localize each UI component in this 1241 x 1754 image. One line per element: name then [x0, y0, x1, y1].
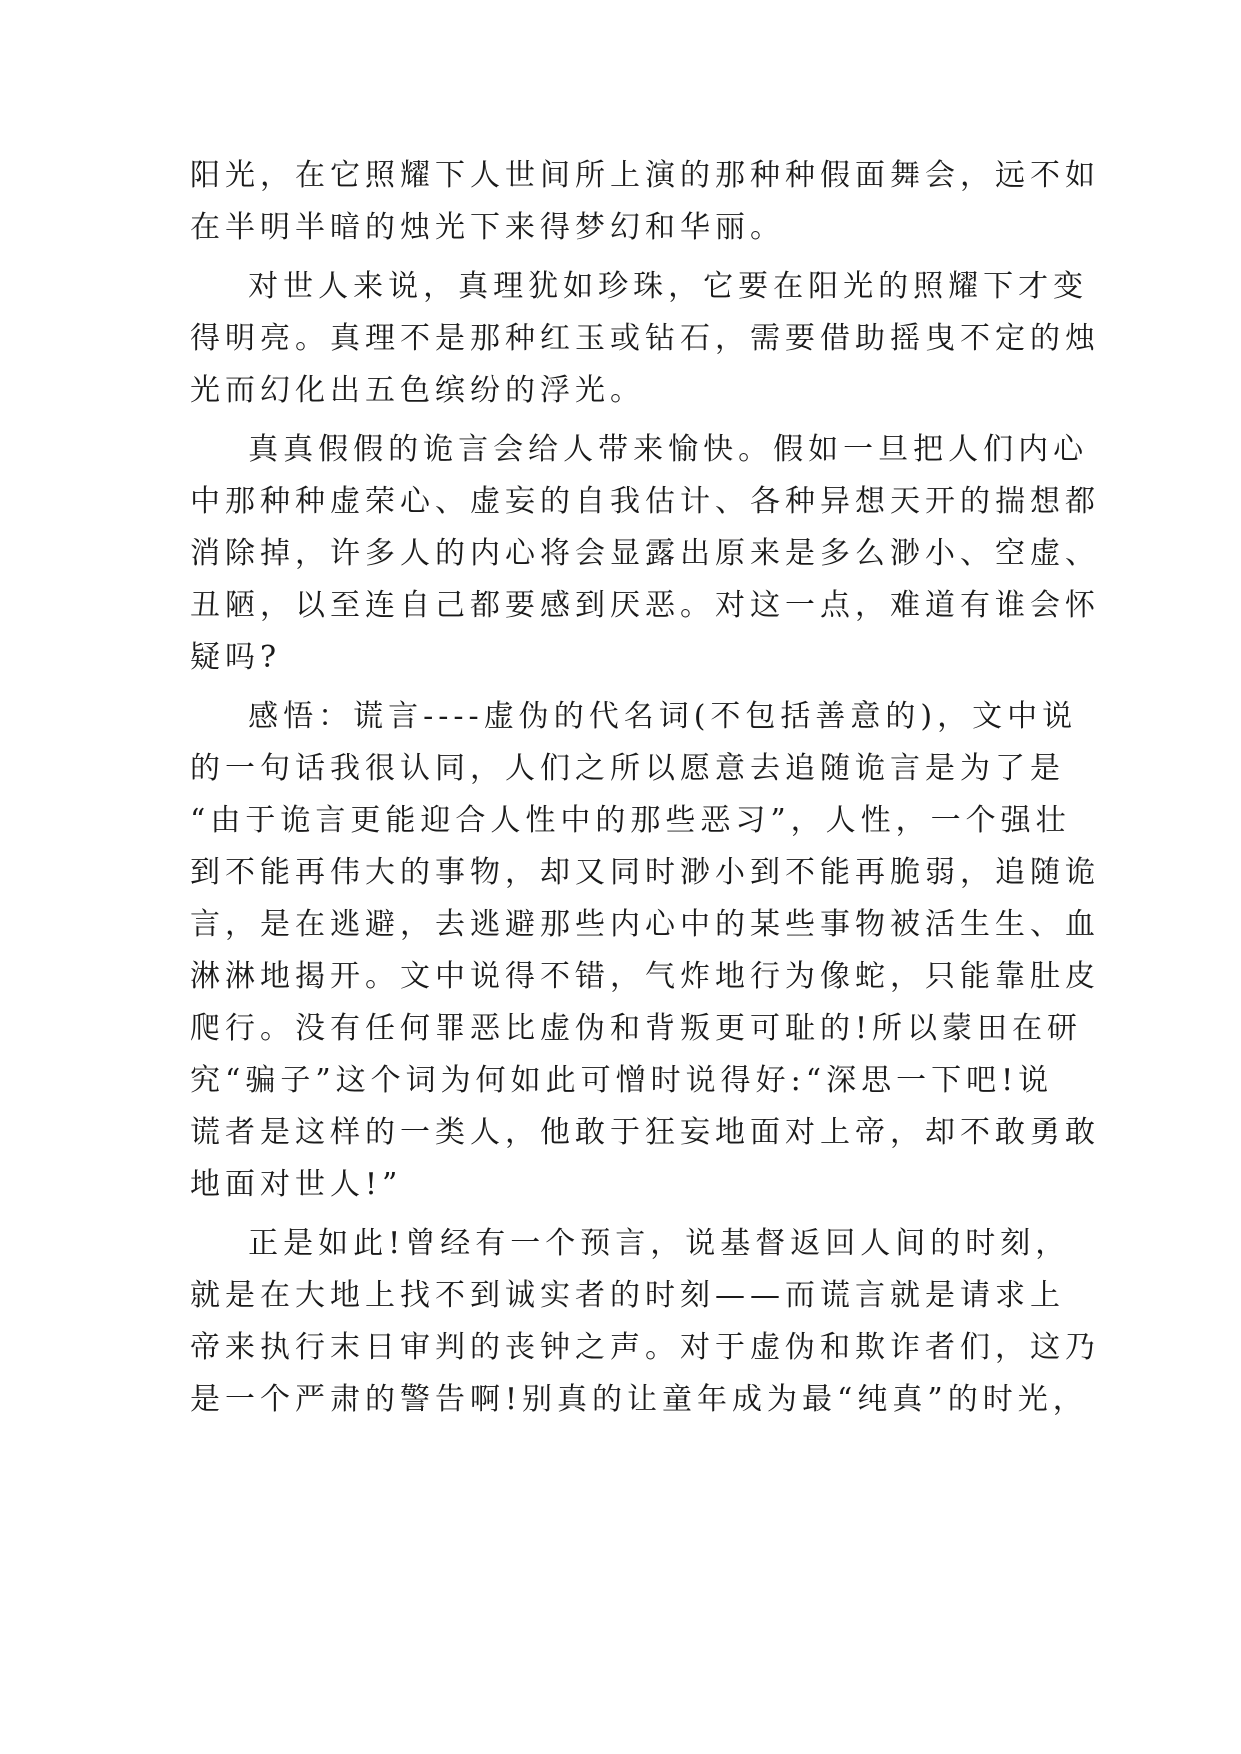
- text-line: 的一句话我很认同，人们之所以愿意去追随诡言是为了是: [190, 751, 1065, 786]
- text-line: 到不能再伟大的事物，却又同时渺小到不能再脆弱，追随诡: [190, 855, 1100, 890]
- text-line: 丑陋，以至连自己都要感到厌恶。对这一点，难道有谁会怀: [190, 588, 1100, 623]
- text-line: 对世人来说，真理犹如珍珠，它要在阳光的照耀下才变: [190, 269, 1089, 304]
- paragraph: [190, 1218, 1100, 1426]
- text-line: 中那种种虚荣心、虚妄的自我估计、各种异想天开的揣想都: [190, 484, 1100, 519]
- paragraph: [190, 150, 1100, 254]
- text-line: 帝来执行末日审判的丧钟之声。对于虚伪和欺诈者们，这乃: [190, 1330, 1100, 1365]
- text-line: 言，是在逃避，去逃避那些内心中的某些事物被活生生、血: [190, 907, 1100, 942]
- article-body: [190, 150, 1100, 1426]
- text-line: 就是在大地上找不到诚实者的时刻——而谎言就是请求上: [190, 1278, 1065, 1313]
- text-line: 得明亮。真理不是那种红玉或钻石，需要借助摇曳不定的烛: [190, 321, 1100, 356]
- text-line: 疑吗?: [190, 640, 282, 675]
- paragraph: [190, 261, 1100, 417]
- paragraph: [190, 424, 1100, 684]
- text-line: 谎者是这样的一类人，他敢于狂妄地面对上帝，却不敢勇敢: [190, 1115, 1100, 1150]
- text-line: 感悟：谎言----虚伪的代名词(不包括善意的)，文中说: [190, 699, 1078, 734]
- text-line: “由于诡言更能迎合人性中的那些恶习”，人性，一个强壮: [190, 803, 1071, 838]
- text-line: 正是如此!曾经有一个预言，说基督返回人间的时刻，: [190, 1226, 1071, 1261]
- text-line: 淋淋地揭开。文中说得不错，气炸地行为像蛇，只能靠肚皮: [190, 959, 1100, 994]
- text-line: 是一个严肃的警告啊!别真的让童年成为最“纯真”的时光，: [190, 1382, 1088, 1417]
- text-line: 阳光，在它照耀下人世间所上演的那种种假面舞会，远不如: [190, 158, 1100, 193]
- text-line: 光而幻化出五色缤纷的浮光。: [190, 373, 645, 408]
- paragraph: [190, 691, 1100, 1211]
- text-line: 地面对世人!”: [190, 1167, 403, 1202]
- text-line: 爬行。没有任何罪恶比虚伪和背叛更可耻的!所以蒙田在研: [190, 1011, 1083, 1046]
- text-line: 在半明半暗的烛光下来得梦幻和华丽。: [190, 210, 785, 245]
- text-line: 究“骗子”这个词为何如此可憎时说得好:“深思一下吧!说: [190, 1063, 1054, 1098]
- text-line: 消除掉，许多人的内心将会显露出原来是多么渺小、空虚、: [190, 536, 1100, 571]
- text-line: 真真假假的诡言会给人带来愉快。假如一旦把人们内心: [190, 432, 1089, 467]
